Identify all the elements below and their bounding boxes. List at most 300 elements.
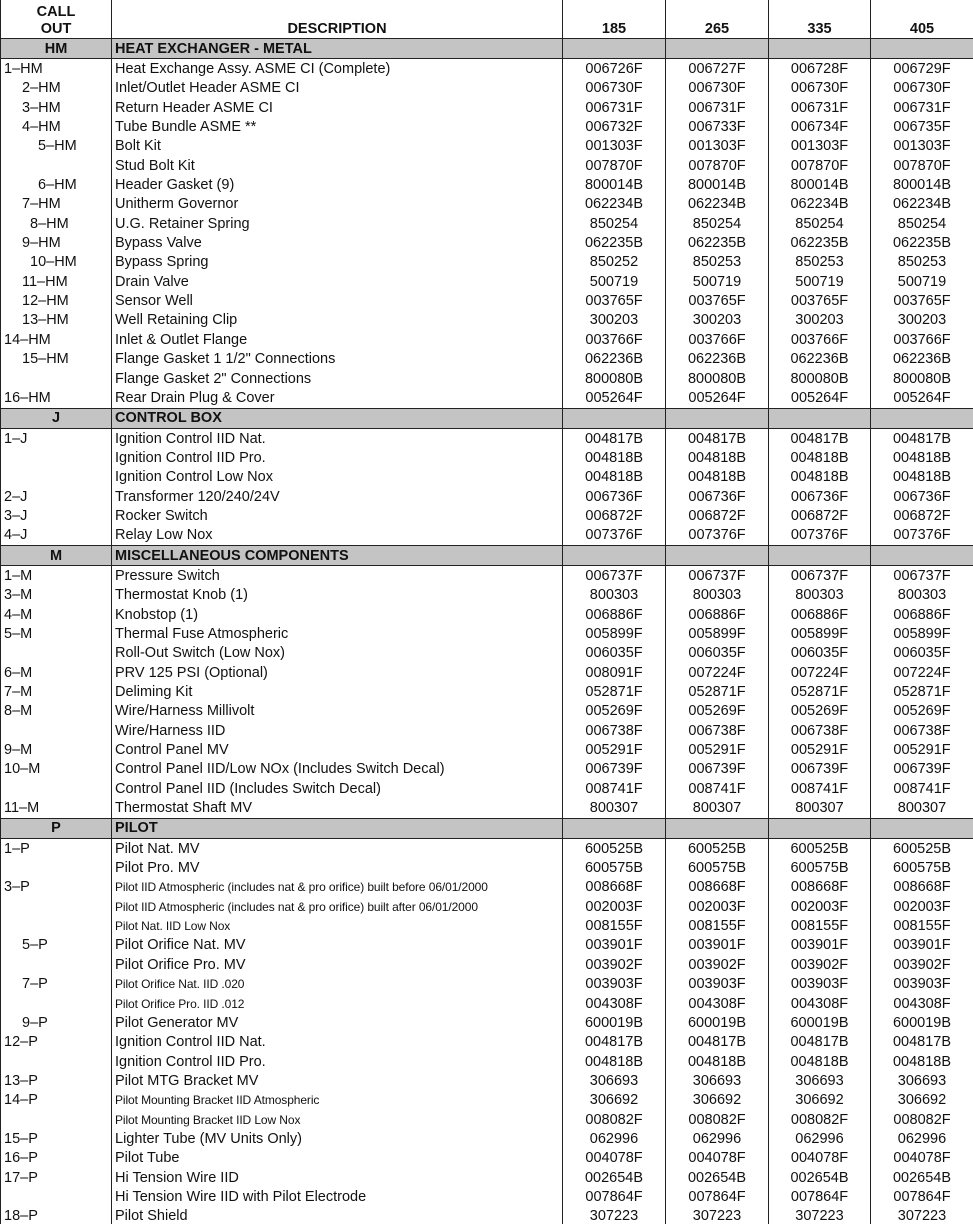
callout-number: 17–P: [4, 1169, 38, 1186]
part-number-265: 062235B: [666, 233, 769, 252]
part-number-405: 003903F: [871, 975, 973, 994]
part-number-185: 002003F: [563, 897, 666, 916]
part-number-185: 007864F: [563, 1187, 666, 1206]
part-number-185: 307223: [563, 1207, 666, 1224]
part-number-265: 003765F: [666, 291, 769, 310]
part-description: Bolt Kit: [112, 137, 563, 156]
part-number-335: 600019B: [769, 1013, 871, 1032]
part-number-265: 004817B: [666, 1033, 769, 1052]
part-number-185: 800080B: [563, 369, 666, 388]
part-number-405: 003765F: [871, 291, 973, 310]
callout-cell: [1, 702, 112, 721]
callout-cell: [1, 994, 112, 1013]
part-number-185: 003902F: [563, 955, 666, 974]
callout-cell: [1, 175, 112, 194]
callout-cell: [1, 117, 112, 136]
part-row: [1, 156, 973, 175]
part-row: [1, 468, 973, 487]
part-row: [1, 1149, 973, 1168]
part-number-265: 006738F: [666, 721, 769, 740]
section-header-row: [1, 818, 973, 838]
part-number-335: 003765F: [769, 291, 871, 310]
part-row: [1, 1207, 973, 1224]
part-description: Pilot Orifice Nat. MV: [112, 936, 563, 955]
part-row: [1, 272, 973, 291]
callout-number: 12–HM: [22, 293, 69, 310]
part-description: Drain Valve: [112, 272, 563, 291]
part-number-335: 003901F: [769, 936, 871, 955]
part-number-335: 002003F: [769, 897, 871, 916]
part-description: Pilot Nat. IID Low Nox: [112, 916, 563, 935]
part-number-265: 004818B: [666, 1052, 769, 1071]
part-number-265: 006035F: [666, 644, 769, 663]
callout-cell: [1, 311, 112, 330]
part-number-335: 004817B: [769, 428, 871, 448]
part-description: Pilot Mounting Bracket IID Low Nox: [112, 1110, 563, 1129]
section-title: CONTROL BOX: [112, 408, 563, 428]
part-description: Stud Bolt Kit: [112, 156, 563, 175]
callout-number: 16–HM: [4, 389, 51, 406]
callout-cell: [1, 839, 112, 859]
callout-cell: [1, 1129, 112, 1148]
part-row: [1, 428, 973, 448]
callout-cell: [1, 330, 112, 349]
part-number-405: 008668F: [871, 878, 973, 897]
callout-number: 10–M: [4, 761, 41, 778]
callout-number: 9–P: [22, 1014, 48, 1031]
part-number-265: 006886F: [666, 605, 769, 624]
part-number-265: 003901F: [666, 936, 769, 955]
part-row: [1, 566, 973, 586]
part-row: [1, 897, 973, 916]
part-row: [1, 916, 973, 935]
part-number-405: 006731F: [871, 98, 973, 117]
callout-cell: [1, 897, 112, 916]
callout-cell: [1, 663, 112, 682]
part-number-405: 006729F: [871, 59, 973, 79]
part-number-405: 500719: [871, 272, 973, 291]
part-number-265: 600575B: [666, 858, 769, 877]
part-row: [1, 936, 973, 955]
part-number-185: 800014B: [563, 175, 666, 194]
part-number-335: 306693: [769, 1071, 871, 1090]
part-description: Pilot Orifice Pro. MV: [112, 955, 563, 974]
part-number-265: 062234B: [666, 195, 769, 214]
part-number-405: 004818B: [871, 468, 973, 487]
part-description: Ignition Control Low Nox: [112, 468, 563, 487]
part-row: [1, 1091, 973, 1110]
callout-number: 16–P: [4, 1150, 38, 1167]
part-number-335: 850254: [769, 214, 871, 233]
part-row: [1, 1071, 973, 1090]
part-number-405: 800014B: [871, 175, 973, 194]
part-description: Tube Bundle ASME **: [112, 117, 563, 136]
part-row: [1, 740, 973, 759]
callout-cell: [1, 955, 112, 974]
part-number-185: 006731F: [563, 98, 666, 117]
part-number-405: 006735F: [871, 117, 973, 136]
part-number-185: 006732F: [563, 117, 666, 136]
part-number-405: 008155F: [871, 916, 973, 935]
callout-header: [1, 0, 112, 39]
part-number-265: 300203: [666, 311, 769, 330]
section-blank-cell: [871, 818, 973, 838]
callout-number: 3–M: [4, 587, 33, 604]
part-number-265: 006736F: [666, 487, 769, 506]
table-header-row: [1, 0, 973, 39]
part-number-265: 306693: [666, 1071, 769, 1090]
part-number-405: 006730F: [871, 79, 973, 98]
part-number-405: 062234B: [871, 195, 973, 214]
part-number-185: 005264F: [563, 388, 666, 408]
callout-cell: [1, 526, 112, 546]
part-description: Pilot MTG Bracket MV: [112, 1071, 563, 1090]
part-number-335: 006872F: [769, 506, 871, 525]
callout-cell: [1, 916, 112, 935]
callout-cell: [1, 1071, 112, 1090]
part-row: [1, 233, 973, 252]
part-number-335: 008082F: [769, 1110, 871, 1129]
part-number-405: 062235B: [871, 233, 973, 252]
part-number-265: 800014B: [666, 175, 769, 194]
part-number-185: 008082F: [563, 1110, 666, 1129]
part-number-185: 850254: [563, 214, 666, 233]
part-number-265: 800307: [666, 798, 769, 818]
part-description: Unitherm Governor: [112, 195, 563, 214]
callout-number: 3–HM: [22, 99, 61, 116]
part-description: Ignition Control IID Nat.: [112, 1033, 563, 1052]
section-blank-cell: [563, 545, 666, 565]
model-header-185: 185: [563, 0, 666, 39]
callout-number: 13–HM: [22, 312, 69, 329]
callout-cell: [1, 448, 112, 467]
part-number-405: 052871F: [871, 682, 973, 701]
callout-number: 14–HM: [4, 331, 51, 348]
callout-cell: [1, 98, 112, 117]
callout-cell: [1, 291, 112, 310]
part-description: Knobstop (1): [112, 605, 563, 624]
part-number-185: 006736F: [563, 487, 666, 506]
part-description: Pilot Tube: [112, 1149, 563, 1168]
callout-cell: [1, 1168, 112, 1187]
part-number-335: 052871F: [769, 682, 871, 701]
part-number-185: 062996: [563, 1129, 666, 1148]
part-number-335: 062235B: [769, 233, 871, 252]
part-description: Wire/Harness IID: [112, 721, 563, 740]
callout-number: 4–HM: [22, 119, 61, 136]
part-number-185: 006737F: [563, 566, 666, 586]
part-number-335: 004078F: [769, 1149, 871, 1168]
callout-number: 1–P: [4, 840, 30, 857]
part-description: Flange Gasket 2" Connections: [112, 369, 563, 388]
part-number-335: 004817B: [769, 1033, 871, 1052]
part-description: Thermal Fuse Atmospheric: [112, 624, 563, 643]
part-number-265: 004078F: [666, 1149, 769, 1168]
part-number-405: 005269F: [871, 702, 973, 721]
part-number-265: 307223: [666, 1207, 769, 1224]
part-row: [1, 526, 973, 546]
callout-number: 6–HM: [38, 177, 77, 194]
part-row: [1, 195, 973, 214]
part-row: [1, 605, 973, 624]
part-number-335: 500719: [769, 272, 871, 291]
part-number-405: 002654B: [871, 1168, 973, 1187]
callout-cell: [1, 253, 112, 272]
part-number-185: 500719: [563, 272, 666, 291]
part-number-185: 003765F: [563, 291, 666, 310]
part-number-185: 007376F: [563, 526, 666, 546]
part-number-185: 850252: [563, 253, 666, 272]
part-number-405: 850254: [871, 214, 973, 233]
part-row: [1, 798, 973, 818]
part-number-265: 052871F: [666, 682, 769, 701]
model-header-265: 265: [666, 0, 769, 39]
part-description: Pilot Pro. MV: [112, 858, 563, 877]
callout-cell: [1, 1052, 112, 1071]
part-row: [1, 1110, 973, 1129]
section-blank-cell: [769, 408, 871, 428]
part-number-265: 062236B: [666, 350, 769, 369]
part-number-185: 008091F: [563, 663, 666, 682]
part-number-185: 006730F: [563, 79, 666, 98]
part-number-405: 001303F: [871, 137, 973, 156]
part-description: Bypass Valve: [112, 233, 563, 252]
part-number-335: 006731F: [769, 98, 871, 117]
part-row: [1, 644, 973, 663]
part-row: [1, 1168, 973, 1187]
part-number-405: 007870F: [871, 156, 973, 175]
part-row: [1, 506, 973, 525]
part-number-335: 006886F: [769, 605, 871, 624]
section-blank-cell: [666, 39, 769, 59]
part-number-335: 800080B: [769, 369, 871, 388]
part-number-335: 800014B: [769, 175, 871, 194]
part-description: Pressure Switch: [112, 566, 563, 586]
callout-number: 9–HM: [22, 235, 61, 252]
part-number-405: 306693: [871, 1071, 973, 1090]
part-number-265: 006733F: [666, 117, 769, 136]
part-number-405: 004078F: [871, 1149, 973, 1168]
callout-cell: [1, 272, 112, 291]
callout-cell: [1, 566, 112, 586]
part-description: Inlet & Outlet Flange: [112, 330, 563, 349]
callout-number: 5–M: [4, 625, 33, 642]
section-header-row: [1, 408, 973, 428]
part-number-185: 600575B: [563, 858, 666, 877]
section-blank-cell: [563, 408, 666, 428]
part-number-405: 006739F: [871, 760, 973, 779]
callout-cell: [1, 214, 112, 233]
part-number-405: 306692: [871, 1091, 973, 1110]
section-code: P: [1, 818, 112, 838]
section-header-row: [1, 545, 973, 565]
part-number-265: 005264F: [666, 388, 769, 408]
part-number-265: 800080B: [666, 369, 769, 388]
part-row: [1, 59, 973, 79]
part-number-265: 306692: [666, 1091, 769, 1110]
part-number-265: 001303F: [666, 137, 769, 156]
part-number-265: 007870F: [666, 156, 769, 175]
part-number-405: 008082F: [871, 1110, 973, 1129]
part-number-405: 006872F: [871, 506, 973, 525]
part-number-185: 005291F: [563, 740, 666, 759]
callout-number: 1–M: [4, 567, 33, 584]
part-number-265: 002003F: [666, 897, 769, 916]
callout-number: 10–HM: [30, 254, 77, 271]
part-description: Hi Tension Wire IID with Pilot Electrode: [112, 1187, 563, 1206]
callout-cell: [1, 779, 112, 798]
part-row: [1, 1033, 973, 1052]
part-row: [1, 624, 973, 643]
callout-number: 8–HM: [30, 215, 69, 232]
part-number-265: 006737F: [666, 566, 769, 586]
part-number-185: 062235B: [563, 233, 666, 252]
part-number-265: 500719: [666, 272, 769, 291]
part-number-265: 006727F: [666, 59, 769, 79]
callout-cell: [1, 760, 112, 779]
section-code: M: [1, 545, 112, 565]
callout-cell: [1, 369, 112, 388]
part-row: [1, 858, 973, 877]
part-description: Rocker Switch: [112, 506, 563, 525]
part-description: Transformer 120/240/24V: [112, 487, 563, 506]
part-number-265: 008741F: [666, 779, 769, 798]
part-number-335: 007224F: [769, 663, 871, 682]
part-number-405: 004308F: [871, 994, 973, 1013]
part-number-405: 006738F: [871, 721, 973, 740]
callout-cell: [1, 1091, 112, 1110]
part-number-185: 006872F: [563, 506, 666, 525]
callout-number: 13–P: [4, 1072, 38, 1089]
part-number-405: 307223: [871, 1207, 973, 1224]
callout-number: 15–P: [4, 1130, 38, 1147]
callout-cell: [1, 59, 112, 79]
part-number-265: 006739F: [666, 760, 769, 779]
callout-cell: [1, 350, 112, 369]
part-row: [1, 1129, 973, 1148]
section-blank-cell: [666, 408, 769, 428]
part-number-335: 300203: [769, 311, 871, 330]
section-blank-cell: [769, 545, 871, 565]
part-description: Ignition Control IID Pro.: [112, 1052, 563, 1071]
callout-number: 4–J: [4, 527, 28, 544]
part-number-335: 004818B: [769, 468, 871, 487]
part-description: Roll-Out Switch (Low Nox): [112, 644, 563, 663]
part-row: [1, 779, 973, 798]
part-row: [1, 702, 973, 721]
part-number-335: 062234B: [769, 195, 871, 214]
part-number-335: 006736F: [769, 487, 871, 506]
part-number-265: 004818B: [666, 468, 769, 487]
part-number-335: 006728F: [769, 59, 871, 79]
callout-number: 7–M: [4, 684, 33, 701]
part-number-335: 307223: [769, 1207, 871, 1224]
callout-cell: [1, 156, 112, 175]
part-description: Ignition Control IID Nat.: [112, 428, 563, 448]
part-number-265: 800303: [666, 586, 769, 605]
part-number-265: 062996: [666, 1129, 769, 1148]
part-number-265: 850254: [666, 214, 769, 233]
part-description: Inlet/Outlet Header ASME CI: [112, 79, 563, 98]
section-title: HEAT EXCHANGER - METAL: [112, 39, 563, 59]
part-number-185: 003901F: [563, 936, 666, 955]
part-number-265: 005899F: [666, 624, 769, 643]
callout-cell: [1, 740, 112, 759]
part-row: [1, 878, 973, 897]
part-description: Control Panel IID (Includes Switch Decal): [112, 779, 563, 798]
part-description: Relay Low Nox: [112, 526, 563, 546]
part-row: [1, 350, 973, 369]
callout-cell: [1, 858, 112, 877]
section-blank-cell: [769, 818, 871, 838]
part-row: [1, 1013, 973, 1032]
part-row: [1, 682, 973, 701]
part-number-265: 004308F: [666, 994, 769, 1013]
description-header: DESCRIPTION: [112, 0, 563, 39]
part-row: [1, 98, 973, 117]
callout-number: 5–HM: [38, 138, 77, 155]
part-number-185: 007870F: [563, 156, 666, 175]
part-number-185: 004817B: [563, 428, 666, 448]
part-number-185: 006726F: [563, 59, 666, 79]
part-number-185: 300203: [563, 311, 666, 330]
part-number-405: 800080B: [871, 369, 973, 388]
part-description: Heat Exchange Assy. ASME CI (Complete): [112, 59, 563, 79]
callout-number: 7–P: [22, 976, 48, 993]
part-description: Pilot Generator MV: [112, 1013, 563, 1032]
callout-number: 4–M: [4, 606, 33, 623]
part-number-335: 007376F: [769, 526, 871, 546]
part-number-335: 006737F: [769, 566, 871, 586]
part-number-185: 800303: [563, 586, 666, 605]
part-number-405: 008741F: [871, 779, 973, 798]
part-number-405: 300203: [871, 311, 973, 330]
callout-number: 3–J: [4, 507, 28, 524]
callout-cell: [1, 624, 112, 643]
part-description: U.G. Retainer Spring: [112, 214, 563, 233]
part-row: [1, 311, 973, 330]
part-number-185: 004308F: [563, 994, 666, 1013]
part-row: [1, 330, 973, 349]
callout-cell: [1, 428, 112, 448]
part-number-405: 062236B: [871, 350, 973, 369]
part-number-335: 004818B: [769, 448, 871, 467]
part-description: Header Gasket (9): [112, 175, 563, 194]
part-number-265: 005269F: [666, 702, 769, 721]
callout-cell: [1, 1110, 112, 1129]
part-row: [1, 994, 973, 1013]
part-row: [1, 975, 973, 994]
part-number-405: 850253: [871, 253, 973, 272]
callout-cell: [1, 1033, 112, 1052]
part-number-185: 005899F: [563, 624, 666, 643]
part-number-265: 007864F: [666, 1187, 769, 1206]
part-description: Sensor Well: [112, 291, 563, 310]
part-row: [1, 369, 973, 388]
part-number-185: 008155F: [563, 916, 666, 935]
callout-cell: [1, 506, 112, 525]
part-number-335: 800307: [769, 798, 871, 818]
part-number-265: 007224F: [666, 663, 769, 682]
part-number-335: 005291F: [769, 740, 871, 759]
callout-number: 1–J: [4, 430, 28, 447]
part-number-335: 006734F: [769, 117, 871, 136]
part-number-405: 007864F: [871, 1187, 973, 1206]
callout-cell: [1, 644, 112, 663]
callout-cell: [1, 468, 112, 487]
part-row: [1, 839, 973, 859]
part-number-335: 008155F: [769, 916, 871, 935]
